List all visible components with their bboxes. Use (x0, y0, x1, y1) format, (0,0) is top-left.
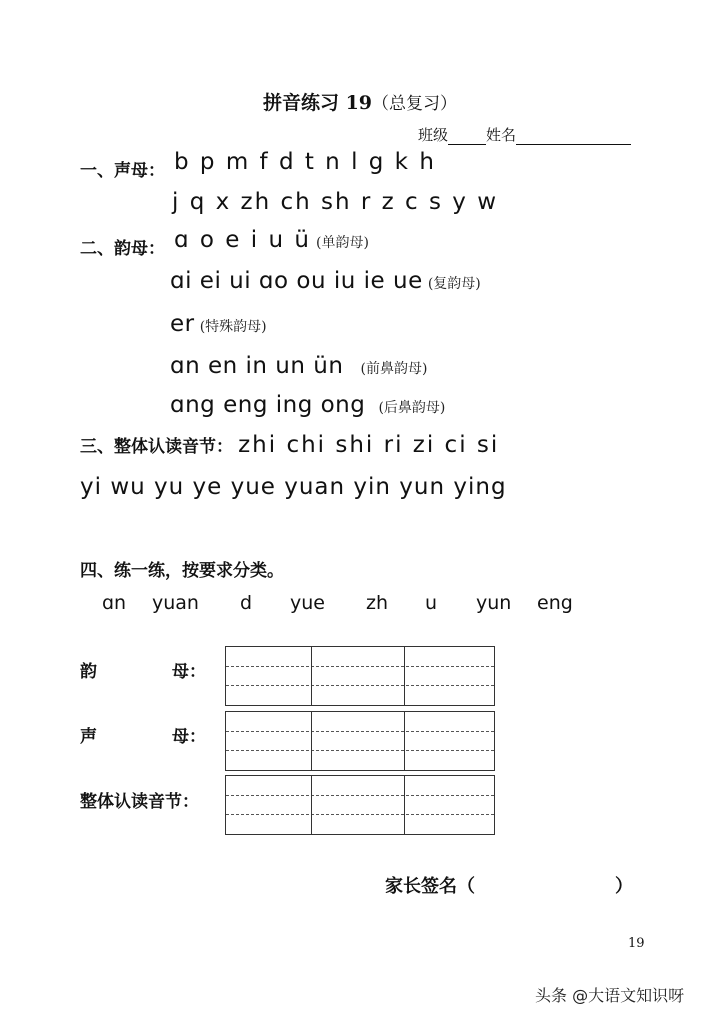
front-nasal-finals: ɑn en in un ün (170, 353, 344, 379)
exercise-item: eng (537, 592, 573, 614)
simple-finals: ɑ o e i u ü (174, 227, 311, 253)
section1-label: 一、声母： (80, 161, 165, 181)
back-nasal-finals: ɑng eng ing ong (170, 392, 366, 418)
initials-answer-grid[interactable] (225, 711, 495, 771)
parent-signature-label: 家长签名（ (385, 876, 475, 897)
exercise-item: ɑn (102, 592, 127, 614)
section3-label: 三、整体认读音节： (80, 437, 233, 457)
name-blank[interactable] (516, 128, 631, 145)
front-nasal-note: (前鼻韵母) (360, 361, 428, 377)
finals-row-5 (170, 392, 445, 418)
initials-row-2: j q x zh ch sh r z c s y w (172, 189, 499, 215)
parent-signature (385, 872, 633, 898)
initials-row-label-a: 声 (80, 727, 97, 747)
grid-divider (404, 712, 405, 770)
grid-dashed-line (226, 795, 494, 796)
title-paren: （总复习） (372, 94, 458, 114)
whole-syllables-answer-grid[interactable] (225, 775, 495, 835)
class-name-line (418, 124, 631, 145)
simple-finals-note: (单韵母) (316, 235, 369, 251)
finals-row-3 (170, 311, 267, 337)
section4-label: 四、练一练，按要求分类。 (80, 561, 284, 581)
finals-row-label-a: 韵 (80, 662, 97, 682)
page-number: 19 (628, 936, 645, 951)
initials-row-label-b: 母： (172, 727, 206, 747)
whole-syllables-row-1: zhi chi shi ri zi ci si (238, 432, 500, 458)
grid-divider (311, 712, 312, 770)
whole-syllables-row-label: 整体认读音节： (80, 792, 199, 812)
whole-syllables-row-2: yi wu yu ye yue yuan yin yun ying (80, 474, 507, 500)
grid-divider (311, 647, 312, 705)
exercise-item: yue (290, 592, 325, 614)
class-blank[interactable] (448, 128, 486, 145)
page-title (0, 88, 720, 115)
title-text: 拼音练习 19 (262, 92, 373, 114)
exercise-item: u (425, 592, 438, 614)
grid-divider (311, 776, 312, 834)
finals-row-label-b: 母： (172, 662, 206, 682)
compound-finals: ɑi ei ui ɑo ou iu ie ue (170, 268, 423, 294)
grid-divider (404, 776, 405, 834)
name-label: 姓名 (486, 126, 517, 144)
exercise-item: yun (476, 592, 512, 614)
grid-dashed-line (226, 750, 494, 751)
exercise-item: d (240, 592, 253, 614)
special-final-note: (特殊韵母) (199, 319, 267, 335)
class-label: 班级 (418, 126, 449, 144)
finals-row-1 (174, 227, 369, 253)
grid-divider (404, 647, 405, 705)
grid-dashed-line (226, 814, 494, 815)
special-final: er (170, 311, 195, 337)
section3-row-1 (80, 432, 499, 458)
finals-answer-grid[interactable] (225, 646, 495, 706)
grid-dashed-line (226, 685, 494, 686)
exercise-item: zh (366, 592, 389, 614)
grid-dashed-line (226, 666, 494, 667)
grid-dashed-line (226, 731, 494, 732)
watermark: 头条 @大语文知识呀 (535, 986, 685, 1005)
initials-row-1: b p m f d t n l g k h (174, 149, 436, 175)
section2-label: 二、韵母： (80, 239, 165, 259)
back-nasal-note: (后鼻韵母) (378, 400, 446, 416)
parent-signature-close: ） (615, 876, 633, 897)
exercise-item: yuan (152, 592, 199, 614)
finals-row-2 (170, 268, 481, 294)
finals-row-4 (170, 353, 427, 379)
compound-finals-note: (复韵母) (427, 276, 481, 292)
